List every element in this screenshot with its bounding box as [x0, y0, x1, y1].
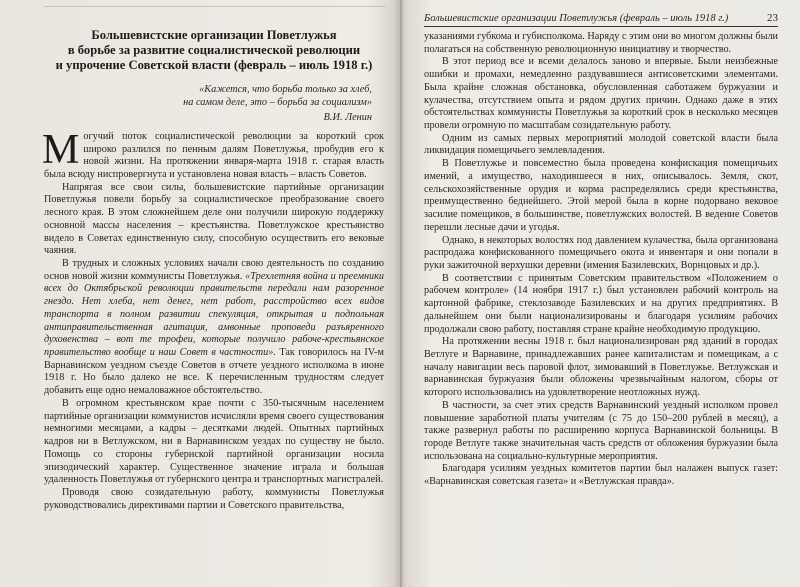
chapter-title — [44, 28, 384, 73]
paragraph: Благодаря усилиям уездных комитетов партии был налажен выпуск газет: «Варнавинская советская газета» и «Ветлужская правда». — [424, 463, 778, 488]
epigraph-author: В.И. Ленин — [323, 111, 372, 123]
paragraph: В этот период все и всеми делалось заново и впервые. Были неизбежные ошибки и промахи, немедленно раздувавшиеся антисоветскими элементами. Была крайне сложная обстановка, обусловленная саботажем буржуазии и кулачества, отсутствием опыта и рядом других причин. Однако даже в этих обстоятельствах коммунисты Поветлужья за короткий срок в несколько месяцев провели огромную по масштабам созидательную работу. — [424, 56, 778, 132]
right-body-text — [424, 31, 778, 489]
running-title: Большевистские организации Поветлужья (февраль – июль 1918 г.) — [424, 13, 729, 24]
paragraph-text: огучий поток социалистической революции за короткий срок широко разлился по пенным далям Поветлужья, пробудив его к новой жизни. На протяжении января-марта 1918 г. старая власть была всюду ниспровергнута и установлена новая власть – власть Советов. — [44, 130, 384, 180]
epigraph-line: «Кажется, что борьба только за хлеб, — [199, 84, 372, 95]
paragraph: Напрягая все свои силы, большевистские партийные организации Поветлужья повели борьбу за социалистическое преобразование своего лесного края. В этом сложнейшем деле они получили широкую поддержку основной массы населения – крестьянства. Поветлужское крестьянство видело в Советах единственную силу, способную осуществить его вековые чаяния. — [44, 181, 384, 257]
paragraph — [44, 258, 384, 398]
chapter-title-line: Большевистские организации Поветлужья — [91, 28, 337, 42]
epigraph — [44, 83, 372, 110]
quotation: «Трехлетняя война и преемники всех до Октябрьской революции правительств передали нам разоренное гнездо. Нет хлеба, нет денег, нет работ, расстройство всех видов транспорта в полном развитии спекуляция, открытая и подпольная антиправительственная агитация, амвонные проповеди разъяренного духовенства – вот те трофеи, которые получило рабоче-крестьянское правительство вообще и наш Совет в частности». — [44, 270, 384, 359]
running-header — [424, 10, 778, 27]
epigraph-line: на самом деле, это – борьба за социализм» — [183, 97, 372, 109]
right-page — [402, 0, 800, 587]
page-number: 23 — [767, 12, 778, 24]
paragraph: В огромном крестьянском крае почти с 350-тысячным населением партийные организации коммунистов исчисляли время своего существования немногими месяцами, а кадры – десятками людей. Опытных партийных кадров ни в Ветлужском, ни в Варнавинском уездах по существу не было. Помощь со стороны губернской партийной организации носила эпизодический характер. Существенное значение играла и большая удаленность Поветлужья от губернского центра и транспортных магистралей. — [44, 397, 384, 486]
paragraph — [42, 126, 384, 182]
paragraph: Однако, в некоторых волостях под давлением кулачества, была организована распродажа конфискованного помещичьего окота и инвентаря и они попали в руки зажиточной верхушки деревни (имения Базилевских, Ворнцовых и др.). — [424, 234, 778, 271]
paragraph: В соответствии с принятым Советским правительством «Положением о рабочем контроле» (14 ноября 1917 г.) был установлен рабочий контроль на картонной фабрике, стеклозаводе Базилевских и на других предприятиях. В дальнейшем они были национализированы и благодаря усилиям рабочих продолжали свою работу, поставляя стране крайне необходимую продукцию. — [424, 272, 778, 335]
paragraph-text: В трудных и сложных условиях начали свою деятельность по созданию основ новой жизни коммунисты Поветлужья. — [44, 258, 384, 282]
paragraph: Проводя свою созидательную работу, коммунисты Поветлужья руководствовались директивами партии и Советского правительства, — [44, 486, 384, 511]
paragraph: В частности, за счет этих средств Варнавинский уездный исполком провел повышение заработной платы учителям (с 75 до 150–200 рублей в месяц), а также развернул работы по расширению корпуса Варнавинской больницы. В городе Ветлуге также значительная часть средств от обложения буржуазии была использована на социально-культурные мероприятия. — [424, 399, 778, 462]
chapter-title-line: в борьбе за развитие социалистической революции — [67, 43, 361, 57]
paragraph-text: Так говорилось на IV-м Варнавинском уездном съезде Советов в отчете уездного исполкома в июне 1918 г. Но было далеко не все. К перечисленным трудностям следует добавить еще одно немаловажное обстоятельство. — [44, 347, 384, 397]
paragraph: В Поветлужье и повсеместно была проведена конфискация помещичьих имений, а имущество, находившееся в них, описывалось. Земля, скот, сельскохозяйственные орудия и корма распределялись среди крестьянства, преимущественно беднейшего. Этой мерой была в корне подорвано вековое засилие помещиков, в большинстве, поветлужских волостей. В ведение Советов перешли лесные дачи и угодья. — [424, 158, 778, 233]
chapter-title-line: и упрочение Советской власти (февраль – июль 1918 г.) — [55, 58, 373, 72]
paragraph: На протяжении весны 1918 г. был национализирован ряд зданий в городах Ветлуге и Варнавине, принадлежавших ранее капиталистам и помещикам, а с началу навигации весь паровой флот, зимовавший в Поветлужье. Ветлужская и варнавинская буржуазия были обложены чрезвычайным налогом, сборы от которого использовались на удовлетворение неотложных нужд. — [424, 336, 778, 399]
drop-cap: М — [42, 126, 80, 173]
paragraph: Одним из самых первых мероприятий молодой советской власти была ликвидация помещичьего землевладения. — [424, 132, 778, 157]
left-body-text — [42, 126, 384, 513]
paragraph: указаниями губкома и губисполкома. Наряду с этим они во многом должны были полагаться на собственную революционную инициативу и творчество. — [424, 31, 778, 55]
